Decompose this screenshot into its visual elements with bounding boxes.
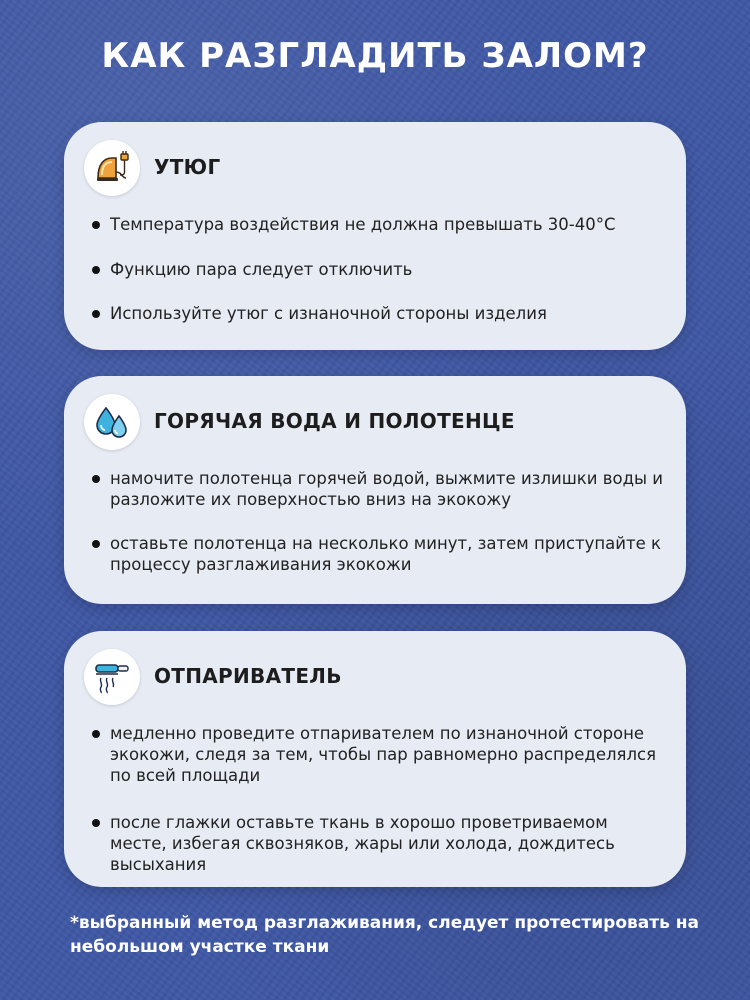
iron-icon-badge [84, 140, 140, 196]
list-item: Температура воздействия не должна превышать 30-40°C [92, 214, 666, 235]
bullet-icon [92, 540, 100, 548]
list-item: Используйте утюг с изнаночной стороны изделия [92, 303, 666, 324]
list-item: Функцию пара следует отключить [92, 259, 666, 280]
list-item: медленно проведите отпаривателем по изнаночной стороне экокожи, следя за тем, чтобы пар равномерно распределялся по всей площади [92, 723, 666, 786]
bullet-icon [92, 730, 100, 738]
steamer-icon-badge [84, 649, 140, 705]
section-card-hot-water [64, 376, 686, 604]
water-drops-icon [92, 402, 132, 442]
iron-icon [92, 148, 132, 188]
section-card-iron [64, 122, 686, 350]
bullet-icon [92, 221, 100, 229]
list-item: намочите полотенца горячей водой, выжмите излишки воды и разложите их поверхностью вниз на экокожу [92, 468, 666, 510]
bullet-icon [92, 266, 100, 274]
page-title: КАК РАЗГЛАДИТЬ ЗАЛОМ? [101, 36, 649, 76]
section-title: УТЮГ [154, 155, 221, 179]
bullet-icon [92, 819, 100, 827]
list-item: оставьте полотенца на несколько минут, затем приступайте к процессу разглаживания экокожи [92, 533, 666, 575]
steamer-icon [92, 657, 132, 697]
bullet-icon [92, 310, 100, 318]
section-card-steamer [64, 631, 686, 887]
footnote: *выбранный метод разглаживания, следует протестировать на небольшом участке ткани [70, 913, 699, 957]
section-title: ОТПАРИВАТЕЛЬ [154, 664, 342, 688]
bullet-icon [92, 475, 100, 483]
water-drops-icon-badge [84, 394, 140, 450]
section-title: ГОРЯЧАЯ ВОДА И ПОЛОТЕНЦЕ [154, 409, 515, 433]
list-item: после глажки оставьте ткань в хорошо проветриваемом месте, избегая сквозняков, жары или холода, дождитесь высыхания [92, 812, 666, 875]
